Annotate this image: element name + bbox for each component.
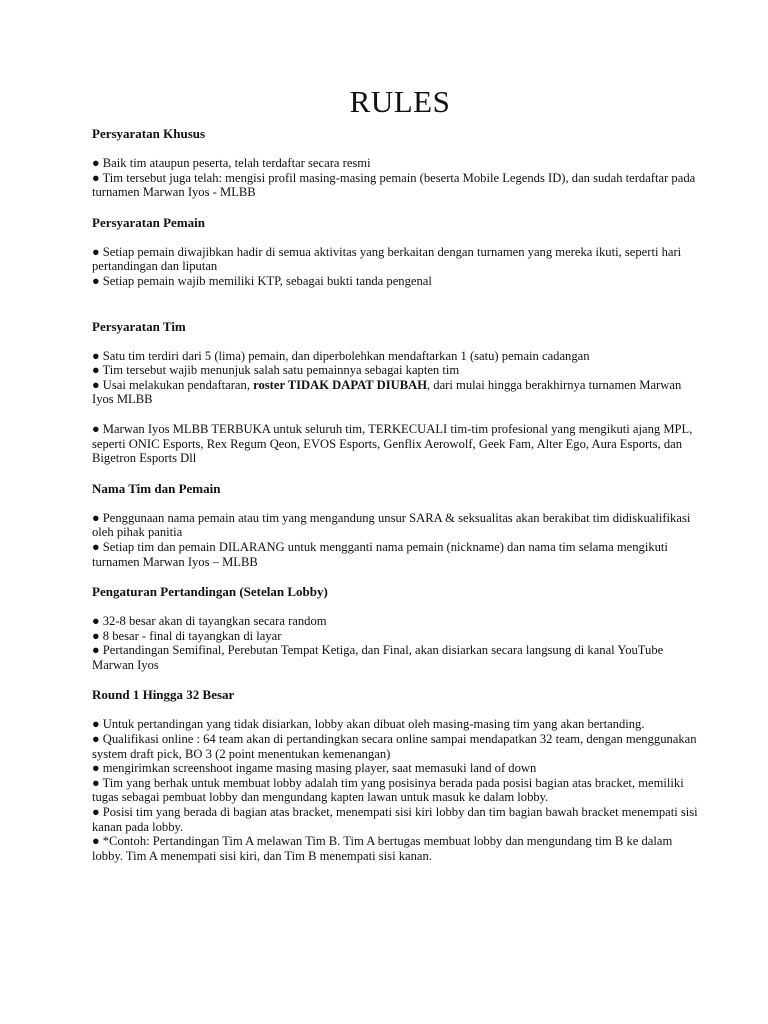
rule-text: ● Usai melakukan pendaftaran, xyxy=(92,377,254,392)
rule-item: ● Baik tim ataupun peserta, telah terdaftar secara resmi xyxy=(92,156,371,170)
section-persyaratan-khusus xyxy=(92,126,698,200)
section-nama-tim-dan-pemain xyxy=(92,481,698,569)
rule-item: ● 8 besar - final di tayangkan di layar xyxy=(92,628,282,643)
section-persyaratan-pemain xyxy=(92,215,698,289)
section-heading: Persyaratan Pemain xyxy=(92,214,206,230)
rule-emphasis: roster TIDAK DAPAT DIUBAH xyxy=(253,377,427,392)
section-heading: Persyaratan Tim xyxy=(92,318,186,334)
rule-item: ● Setiap tim dan pemain DILARANG untuk mengganti nama pemain (nickname) dan nama tim selama mengikuti turnamen Marwan Iyos – MLBB xyxy=(92,539,668,569)
section-pengaturan-pertandingan xyxy=(92,584,698,672)
rule-item: ● Qualifikasi online : 64 team akan di pertandingkan secara online sampai mendapatkan 32 team, dengan menggunakan system draft pick, BO 3 (2 point menentukan kemenangan) xyxy=(92,732,697,761)
rule-item: ● Tim yang berhak untuk membuat lobby adalah tim yang posisinya berada pada posisi bagian atas bracket, memiliki tugas sebagai pembuat lobby dan mengundang kapten lawan untuk masuk ke dalam lobby. xyxy=(92,775,684,805)
section-heading: Pengaturan Pertandingan (Setelan Lobby) xyxy=(92,584,328,600)
rule-item: ● Setiap pemain diwajibkan hadir di semua aktivitas yang berkaitan dengan turnamen yang mereka ikuti, seperti hari pertandingan dan liputan xyxy=(92,244,682,274)
rule-item: ● Penggunaan nama pemain atau tim yang mengandung unsur SARA & seksualitas akan berakibat tim didiskualifikasi oleh pihak panitia xyxy=(92,510,691,540)
rule-item: ● Untuk pertandingan yang tidak disiarkan, lobby akan dibuat oleh masing-masing tim yang akan bertanding. xyxy=(92,717,645,732)
rule-item: ● mengirimkan screenshoot ingame masing masing player, saat memasuki land of down xyxy=(92,761,537,776)
rule-item: ● Tim tersebut juga telah: mengisi profil masing-masing pemain (beserta Mobile Legends ID), dan sudah terdaftar pada turnamen Marwan Iyos - MLBB xyxy=(92,170,696,200)
section-heading: Round 1 Hingga 32 Besar xyxy=(92,687,235,703)
rule-item: ● Posisi tim yang berada di bagian atas bracket, menempati sisi kiri lobby dan tim bagian bawah bracket menempati sisi kanan pada lobby. xyxy=(92,805,698,834)
section-heading: Persyaratan Khusus xyxy=(92,126,206,141)
rule-item-roster xyxy=(92,378,698,407)
rule-item: ● *Contoh: Pertandingan Tim A melawan Tim B. Tim A bertugas membuat lobby dan mengundang tim B ke dalam lobby. Tim A menempati sisi kiri, dan Tim B menempati sisi kanan. xyxy=(92,834,673,863)
section-round-1-hingga-32-besar xyxy=(92,687,698,863)
rule-text: , dari mulai hingga berakhirnya turnamen Marwan Iyos MLBB xyxy=(92,377,682,407)
rule-item: ● Tim tersebut wajib menunjuk salah satu pemainnya sebagai kapten tim xyxy=(92,363,460,378)
rule-item: ● Satu tim terdiri dari 5 (lima) pemain, dan diperbolehkan mendaftarkan 1 (satu) pemain cadangan xyxy=(92,348,590,363)
rule-item: ● 32-8 besar akan di tayangkan secara random xyxy=(92,614,327,629)
rule-item: ● Marwan Iyos MLBB TERBUKA untuk seluruh tim, TERKECUALI tim-tim profesional yang mengikuti ajang MPL, seperti ONIC Esports, Rex Regum Qeon, EVOS Esports, Genflix Aerowolf, Geek Fam, Alter Ego, Aura Esports, dan Bigetron Esports Dll xyxy=(92,421,693,466)
section-persyaratan-tim xyxy=(92,319,698,466)
rule-item: ● Pertandingan Semifinal, Perebutan Tempat Ketiga, dan Final, akan disiarkan secara langsung di kanal YouTube Marwan Iyos xyxy=(92,643,664,672)
document-title: RULES xyxy=(349,84,451,119)
section-heading: Nama Tim dan Pemain xyxy=(92,480,221,496)
rule-item: ● Setiap pemain wajib memiliki KTP, sebagai bukti tanda pengenal xyxy=(92,273,432,288)
